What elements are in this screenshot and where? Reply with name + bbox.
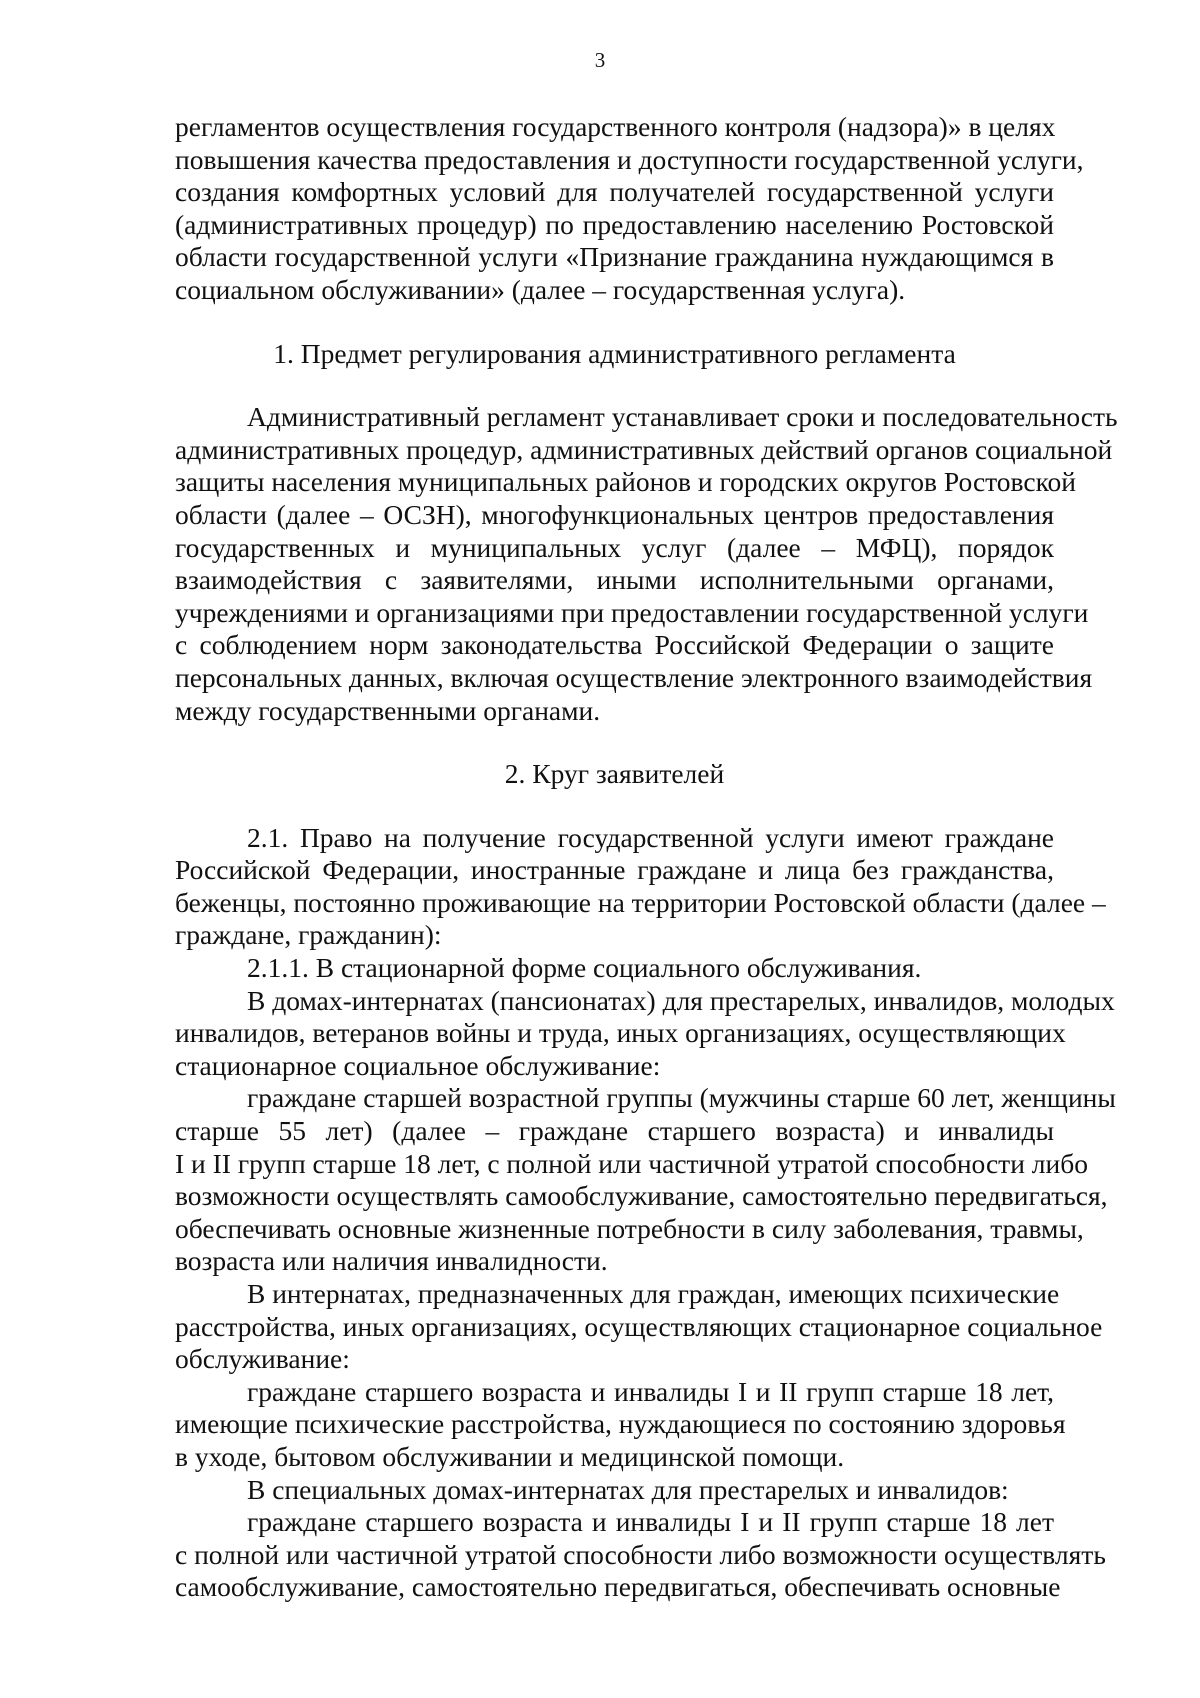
text-line: с полной или частичной утратой способности либо возможности осуществлять	[175, 1538, 1106, 1570]
text-line: самообслуживание, самостоятельно передвигаться, обеспечивать основные	[175, 1571, 1061, 1603]
text-line: В интернатах, предназначенных для граждан, имеющих психические	[247, 1278, 1060, 1309]
text-line: стационарное социальное обслуживание:	[175, 1049, 661, 1081]
text-line: создания комфортных условий для получателей государственной услуги	[175, 176, 1054, 208]
page-number: 3	[594, 48, 606, 72]
text-line: 2.1. Право на получение государственной услуги имеют граждане	[247, 821, 1054, 853]
text-line: обслуживание:	[175, 1343, 350, 1375]
text-line: беженцы, постоянно проживающие на территории Ростовской области (далее –	[175, 886, 1106, 918]
text-line: с соблюдением норм законодательства Российской Федерации о защите	[175, 629, 1054, 661]
section2-paragraphs	[175, 821, 1116, 1604]
text-line: регламентов осуществления государственного контроля (надзора)» в целях	[175, 111, 1056, 142]
text-line: 2.1.1. В стационарной форме социального обслуживания.	[247, 952, 922, 984]
text-line: граждане старшей возрастной группы (мужчины старше 60 лет, женщины	[247, 1082, 1116, 1114]
text-line: В домах-интернатах (пансионатах) для престарелых, инвалидов, молодых	[247, 984, 1115, 1016]
text-line: повышения качества предоставления и доступности государственной услуги,	[175, 143, 1084, 175]
text-line: возможности осуществлять самообслуживание, самостоятельно передвигаться,	[175, 1180, 1108, 1212]
text-line: I и II групп старше 18 лет, с полной или частичной утратой способности либо	[175, 1147, 1088, 1179]
text-line: персональных данных, включая осуществление электронного взаимодействия	[175, 661, 1093, 693]
text-line: учреждениями и организациями при предоставлении государственной услуги	[175, 596, 1089, 628]
text-line: инвалидов, ветеранов войны и труда, иных организациях, осуществляющих	[175, 1017, 1066, 1049]
intro-paragraph	[175, 111, 1084, 307]
text-line: В специальных домах-интернатах для престарелых и инвалидов:	[247, 1473, 1009, 1505]
text-line: в уходе, бытовом обслуживании и медицинской помощи.	[175, 1440, 845, 1472]
document-body	[175, 111, 1118, 1604]
text-line: Российской Федерации, иностранные граждане и лица без гражданства,	[175, 854, 1054, 886]
text-line: обеспечивать основные жизненные потребности в силу заболевания, травмы,	[175, 1212, 1084, 1244]
text-line: взаимодействия с заявителями, иными исполнительными органами,	[175, 564, 1054, 596]
text-line: граждане, гражданин):	[175, 919, 442, 951]
text-line: защиты населения муниципальных районов и городских округов Ростовской	[175, 466, 1077, 498]
text-line: расстройства, иных организациях, осуществляющих стационарное социальное	[175, 1310, 1103, 1342]
text-line: государственных и муниципальных услуг (далее – МФЦ), порядок	[175, 531, 1054, 563]
text-line: имеющие психические расстройства, нуждающиеся по состоянию здоровья	[175, 1408, 1066, 1440]
section-heading-1: 1. Предмет регулирования административного регламента	[273, 337, 956, 369]
text-line: граждане старшего возраста и инвалиды I и II групп старше 18 лет,	[247, 1375, 1054, 1407]
section-heading-2: 2. Круг заявителей	[504, 758, 725, 790]
text-line: граждане старшего возраста и инвалиды I и II групп старше 18 лет	[247, 1506, 1054, 1538]
text-line: Административный регламент устанавливает сроки и последовательность	[247, 401, 1118, 433]
text-line: области государственной услуги «Признание гражданина нуждающимся в	[175, 241, 1054, 273]
section1-paragraph	[175, 401, 1118, 727]
text-line: области (далее – ОСЗН), многофункциональных центров предоставления	[175, 498, 1054, 530]
text-line: социальном обслуживании» (далее – государственная услуга).	[175, 273, 906, 305]
text-line: (административных процедур) по предоставлению населению Ростовской	[175, 208, 1054, 240]
text-line: административных процедур, административных действий органов социальной	[175, 433, 1113, 465]
text-line: старше 55 лет) (далее – граждане старшего возраста) и инвалиды	[175, 1115, 1054, 1147]
text-line: между государственными органами.	[175, 694, 601, 726]
text-line: возраста или наличия инвалидности.	[175, 1245, 608, 1277]
